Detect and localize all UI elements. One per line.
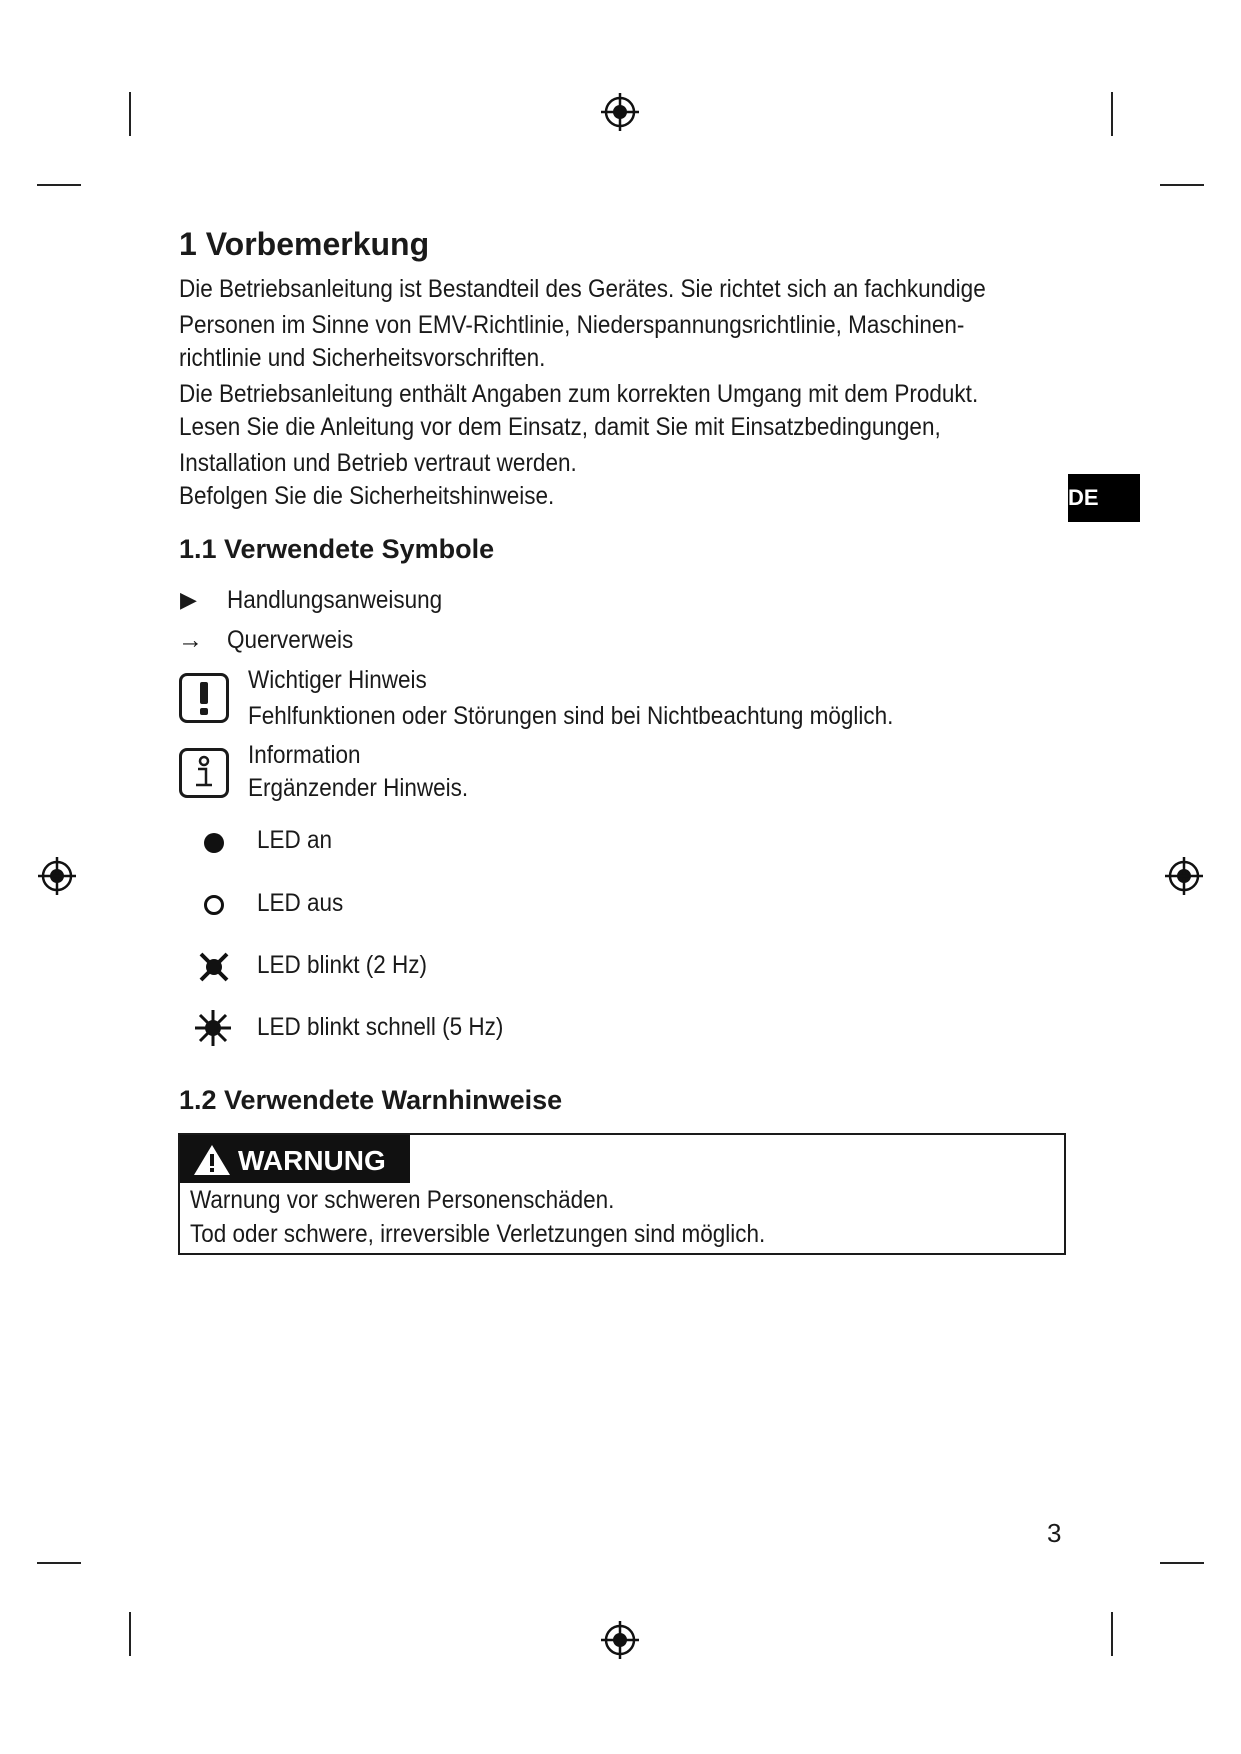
led-on-icon	[200, 829, 228, 857]
warning-line: Tod oder schwere, irreversible Verletzungen sind möglich.	[190, 1220, 766, 1248]
led-blink-icon	[196, 949, 232, 985]
arrow-right-icon: →	[178, 626, 203, 654]
paragraph-line: Die Betriebsanleitung enthält Angaben zum korrekten Umgang mit dem Produkt.	[179, 380, 979, 408]
crop-mark-left-bottom	[37, 1562, 81, 1564]
info-text: Ergänzender Hinweis.	[248, 774, 469, 802]
symbol-label: Handlungsanweisung	[227, 586, 443, 614]
led-blink-fast-icon	[193, 1008, 233, 1048]
paragraph-line: richtlinie und Sicherheitsvorschriften.	[179, 344, 546, 372]
section-title-symbole: 1.1 Verwendete Symbole	[179, 534, 495, 564]
warning-label: WARNUNG	[238, 1145, 386, 1176]
warning-box	[178, 1133, 1066, 1255]
registration-mark-icon	[37, 856, 77, 896]
section-title-warnhinweise: 1.2 Verwendete Warnhinweise	[179, 1085, 563, 1115]
paragraph-line: Personen im Sinne von EMV-Richtlinie, Niederspannungsrichtlinie, Maschinen-	[179, 311, 965, 339]
paragraph-line: Die Betriebsanleitung ist Bestandteil des Gerätes. Sie richtet sich an fachkundige	[179, 275, 986, 303]
led-label: LED aus	[257, 889, 344, 917]
important-text: Fehlfunktionen oder Störungen sind bei Nichtbeachtung möglich.	[248, 702, 894, 730]
registration-mark-icon	[600, 1620, 640, 1660]
warning-header	[180, 1135, 410, 1183]
warning-triangle-icon	[192, 1143, 232, 1177]
crop-mark-bottom-left	[129, 1612, 131, 1656]
info-title: Information	[248, 741, 361, 769]
crop-mark-top-right	[1111, 92, 1113, 136]
registration-mark-icon	[1164, 856, 1204, 896]
language-tab-de: DE	[1068, 474, 1140, 522]
led-label: LED blinkt schnell (5 Hz)	[257, 1013, 504, 1041]
info-icon	[179, 748, 229, 798]
led-label: LED an	[257, 826, 333, 854]
warning-line: Warnung vor schweren Personenschäden.	[190, 1186, 615, 1214]
crop-mark-bottom-right	[1111, 1612, 1113, 1656]
led-off-icon	[200, 891, 228, 919]
triangle-arrow-icon: ▶	[180, 587, 197, 612]
symbol-label: Querverweis	[227, 626, 354, 654]
registration-mark-icon	[600, 92, 640, 132]
exclamation-icon	[179, 673, 229, 723]
paragraph-line: Befolgen Sie die Sicherheitshinweise.	[179, 482, 555, 510]
important-title: Wichtiger Hinweis	[248, 666, 427, 694]
crop-mark-left-top	[37, 184, 81, 186]
crop-mark-right-bottom	[1160, 1562, 1204, 1564]
page-number: 3	[1047, 1518, 1062, 1548]
led-label: LED blinkt (2 Hz)	[257, 951, 428, 979]
paragraph-line: Lesen Sie die Anleitung vor dem Einsatz, damit Sie mit Einsatzbedingungen,	[179, 413, 941, 441]
paragraph-line: Installation und Betrieb vertraut werden.	[179, 449, 577, 477]
crop-mark-right-top	[1160, 184, 1204, 186]
crop-mark-top-left	[129, 92, 131, 136]
section-title-vorbemerkung: 1 Vorbemerkung	[179, 226, 430, 262]
